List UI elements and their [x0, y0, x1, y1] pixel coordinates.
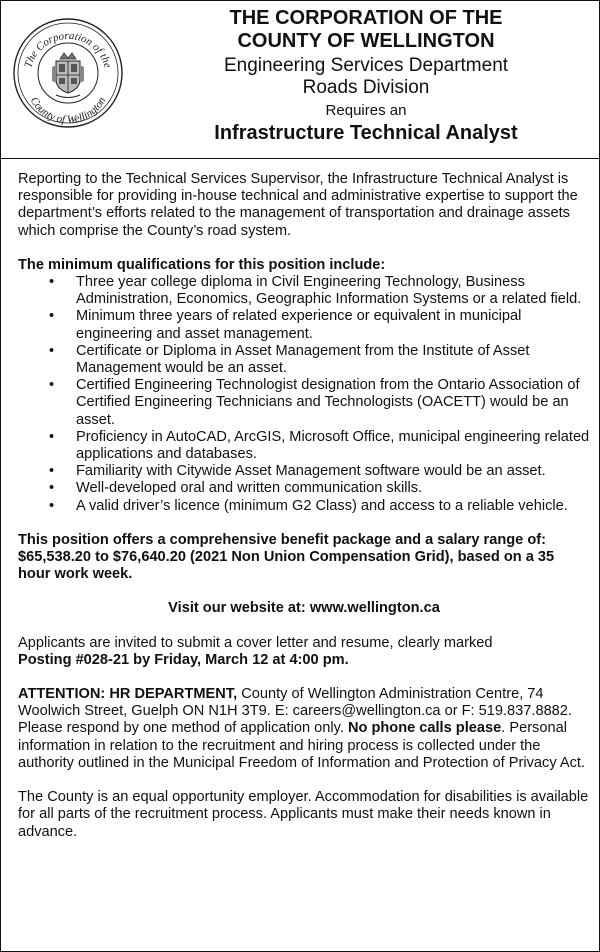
list-item: • A valid driver’s licence (minimum G2 Class) and access to a reliable vehicle. [49, 497, 568, 514]
bullet-icon: • [49, 497, 55, 514]
ad-body [18, 171, 590, 841]
seal-text-top: The Corporation of the [22, 29, 114, 70]
no-calls-notice: No phone calls please [347, 720, 502, 737]
bullet-icon: • [49, 463, 55, 480]
attention-paragraph [18, 686, 590, 772]
attention-label: ATTENTION: HR DEPARTMENT, [18, 686, 238, 703]
header-text [161, 7, 571, 145]
website-line: Visit our website at: www.wellington.ca [168, 600, 440, 617]
requires-text: Requires an [325, 102, 407, 119]
bullet-icon: • [49, 308, 55, 325]
list-item: • Three year college diploma in Civil Engineering Technology, Business Administration, Economics, Geographic Information Systems or a related field. [49, 274, 582, 308]
corporation-title-line1: THE CORPORATION OF THE [229, 7, 503, 29]
bullet-icon: • [49, 342, 55, 359]
list-item: • Certified Engineering Technologist designation from the Ontario Association of Certified Engineering Technicians and Technologists (OACETT) would be an asset. [49, 377, 580, 428]
seal-text-bottom: County of Wellington [27, 95, 109, 127]
list-item: • Minimum three years of related experience or equivalent in municipal engineering and asset management. [49, 308, 522, 342]
apply-paragraph [18, 635, 590, 669]
bullet-icon: • [49, 480, 55, 497]
equal-opportunity-paragraph: The County is an equal opportunity employer. Accommodation for disabilities is available for all parts of the recruitment process. Applicants must make their needs known in advance. [18, 789, 589, 840]
department-name: Engineering Services Department [223, 55, 509, 76]
attention-contact: County of Wellington Administration Centre, 74 Woolwich Street, Guelph ON N1H 3T9. E: careers@wellington.ca or F: 519.837.8882. Please respond by one method of application only. [18, 686, 572, 737]
list-item: • Proficiency in AutoCAD, ArcGIS, Microsoft Office, municipal engineering related applications and databases. [49, 428, 590, 463]
division-name: Roads Division [302, 77, 430, 98]
benefits-paragraph: This position offers a comprehensive benefit package and a salary range of: $65,538.20 to $76,640.20 (2021 Non Union Compensation Grid), based on a 35 hour work week. [18, 531, 555, 583]
bullet-icon: • [49, 428, 55, 445]
ad-header [1, 1, 599, 159]
qualifications-list [18, 274, 590, 515]
position-title: Infrastructure Technical Analyst [214, 122, 518, 144]
apply-text: Applicants are invited to submit a cover letter and resume, clearly marked [18, 634, 493, 651]
list-item: • Familiarity with Citywide Asset Management software would be an asset. [49, 463, 546, 480]
bullet-icon: • [49, 274, 55, 291]
county-seal-icon [12, 17, 124, 129]
list-item: • Well-developed oral and written communication skills. [49, 480, 423, 497]
qualifications-heading: The minimum qualifications for this position include: [18, 256, 386, 273]
list-item: • Certificate or Diploma in Asset Management from the Institute of Asset Management would be an asset. [49, 342, 530, 377]
corporation-title-line2: COUNTY OF WELLINGTON [237, 30, 495, 52]
posting-deadline: Posting #028-21 by Friday, March 12 at 4:00 pm. [18, 651, 349, 668]
bullet-icon: • [49, 377, 55, 394]
intro-paragraph: Reporting to the Technical Services Supervisor, the Infrastructure Technical Analyst is responsible for providing in-house technical and administrative expertise to support the department’s efforts related to the management of transportation and drainage assets which comprise the County’s road system. [18, 171, 578, 239]
privacy-notice: . Personal information in relation to the recruitment and hiring process is collected under the authority outlined in the Municipal Freedom of Information and Protection of Privacy Act. [18, 720, 586, 771]
